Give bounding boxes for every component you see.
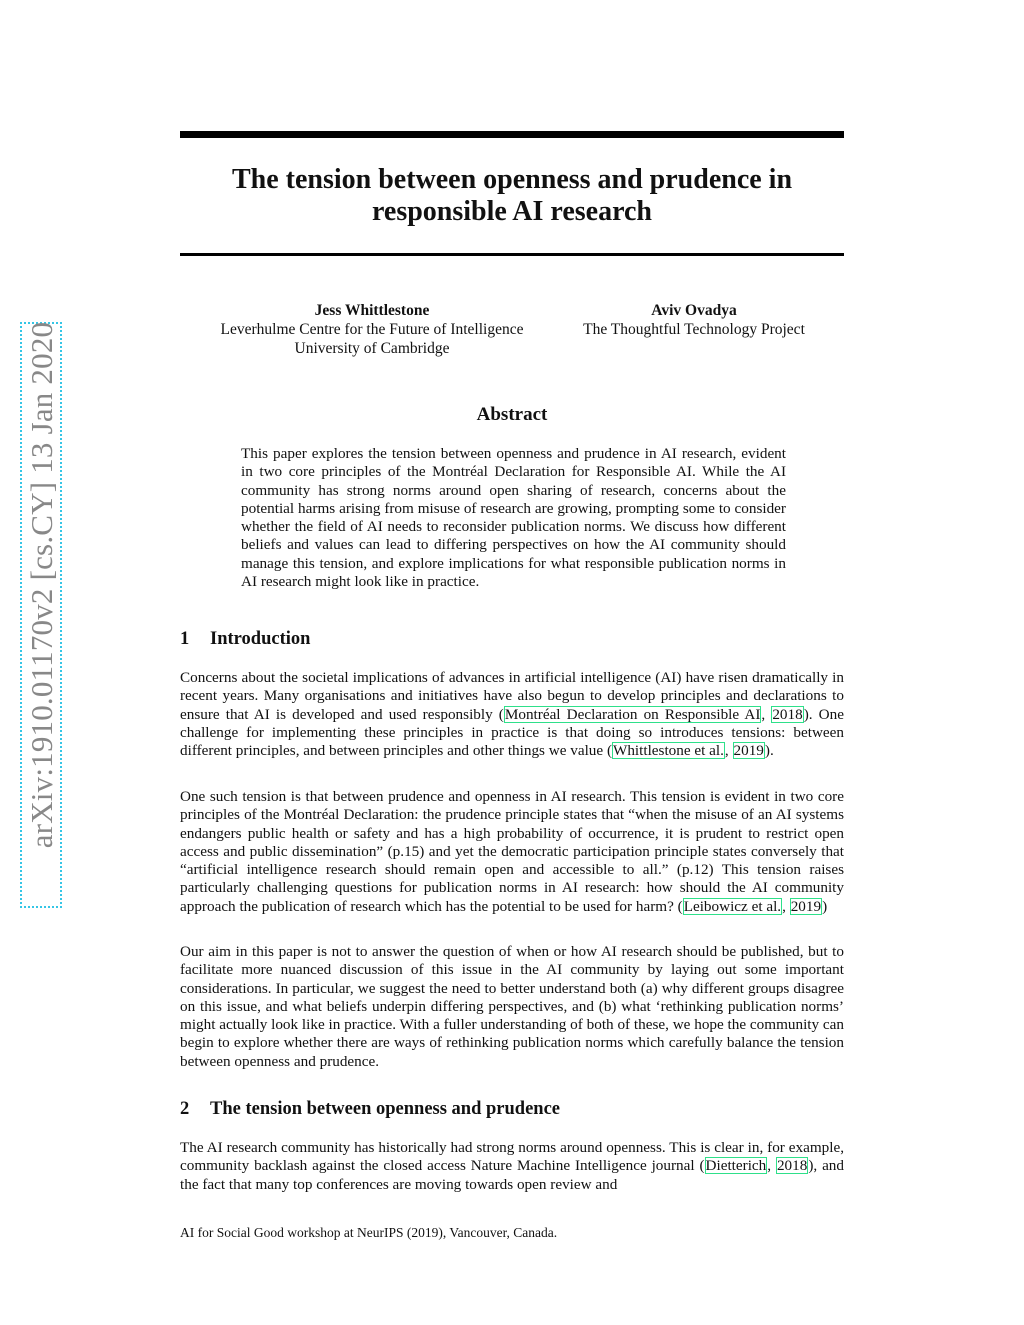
paragraph-text: )	[822, 897, 828, 915]
paragraph-text: ,	[724, 742, 733, 760]
author-affiliation: The Thoughtful Technology Project	[583, 321, 805, 338]
intro-paragraph-1	[180, 669, 844, 760]
intro-paragraph-2	[180, 788, 844, 916]
title-bottom-rule	[180, 253, 844, 256]
venue-footnote: AI for Social Good workshop at NeurIPS (2019), Vancouver, Canada.	[180, 1225, 558, 1240]
arxiv-identifier[interactable]: arXiv:1910.01170v2 [cs.CY] 13 Jan 2020	[24, 321, 59, 849]
paragraph-text: One such tension is that between prudence and openness in AI research. This tension is evident in two core principles of the Montréal Declaration: the prudence principle states that “when the misuse of an AI systems endangers public health or safety and has a high probability of occurrence, it is prudent to restrict open access and public dissemination” (p.15) and yet the democratic participation principle states conversely that “artificial intelligence research should remain open and accessible to all.” (p.12) This tension raises particularly challenging questions for publication norms in AI research: how should the AI community approach the publication of research which has the potential to be used for harm? (	[180, 788, 844, 915]
title-top-rule	[180, 131, 844, 138]
author-block-1	[202, 301, 542, 358]
author-name: Jess Whittlestone	[314, 302, 430, 319]
paragraph-text: ).	[764, 742, 774, 760]
intro-paragraph-3: Our aim in this paper is not to answer the question of when or how AI research should be published, but to facilitate more nuanced discussion of this issue in the AI community by laying out some important considerations. In particular, we suggest the need to better understand both (a) why different groups disagree on this issue, and what beliefs underpin differing perspectives, and (b) what ‘rethinking publication norms’ might actually look like in practice. With a fuller understanding of both of these, we hope the community can begin to explore whether there are ways of rethinking publication norms which carefully balance the tension between openness and prudence.	[180, 943, 844, 1070]
section-title: Introduction	[210, 629, 311, 649]
tension-paragraph-1	[180, 1139, 844, 1194]
paper-title: The tension between openness and prudence in responsible AI research	[231, 164, 793, 227]
abstract-text: This paper explores the tension between openness and prudence in AI research, evident in two core principles of the Montréal Declaration for Responsible AI. While the AI community has strong norms around open sharing of research, concerns about the potential harms arising from misuse of research are growing, prompting some to consider whether the field of AI needs to reconsider publication norms. We discuss how different beliefs and values can lead to differing perspectives on how the AI community should manage this tension, and explore implications for what responsible publication norms in AI research might look like in practice.	[241, 445, 786, 591]
author-name: Aviv Ovadya	[651, 302, 737, 319]
section-number: 1	[180, 629, 190, 649]
citation-link-montreal[interactable]: Montréal Declaration on Responsible AI	[504, 705, 761, 723]
paragraph-text: ,	[761, 705, 772, 723]
paragraph-text: Concerns about the societal implications of advances in artificial intelligence (AI) have risen dramatically in recent years. Many organisations and initiatives have also begun to develop principles and declarations to ensure that AI is developed and used responsibly (	[180, 669, 844, 723]
citation-link-leibowicz[interactable]: Leibowicz et al.	[683, 897, 782, 915]
paragraph-text: ). One challenge for implementing these principles in practice is that doing so introduces tensions: between different principles, and between principles and other things we value (	[180, 705, 844, 760]
abstract-heading: Abstract	[476, 404, 548, 425]
citation-link-dietterich[interactable]: Dietterich	[705, 1157, 767, 1175]
author-affiliation: Leverhulme Centre for the Future of Intelligence	[220, 321, 524, 338]
citation-link-year[interactable]: 2019	[790, 897, 822, 915]
paragraph-text: ,	[767, 1157, 776, 1175]
paragraph-text: ,	[782, 897, 790, 915]
section-number: 2	[180, 1099, 190, 1119]
section-heading-tension	[180, 1098, 844, 1120]
citation-link-year[interactable]: 2018	[776, 1157, 808, 1175]
citation-link-year[interactable]: 2019	[733, 742, 764, 760]
section-heading-introduction	[180, 628, 844, 650]
paragraph-text: ), and the fact that many top conferences are moving towards open review and	[180, 1157, 844, 1193]
citation-link-whittlestone[interactable]: Whittlestone et al.	[613, 742, 724, 760]
citation-link-year[interactable]: 2018	[772, 705, 803, 723]
paragraph-text: The AI research community has historically had strong norms around openness. This is clear in, for example, community backlash against the closed access Nature Machine Intelligence journal (	[180, 1139, 844, 1175]
author-block-2	[560, 301, 828, 339]
author-affiliation: University of Cambridge	[294, 340, 450, 357]
section-title: The tension between openness and prudence	[210, 1099, 561, 1119]
